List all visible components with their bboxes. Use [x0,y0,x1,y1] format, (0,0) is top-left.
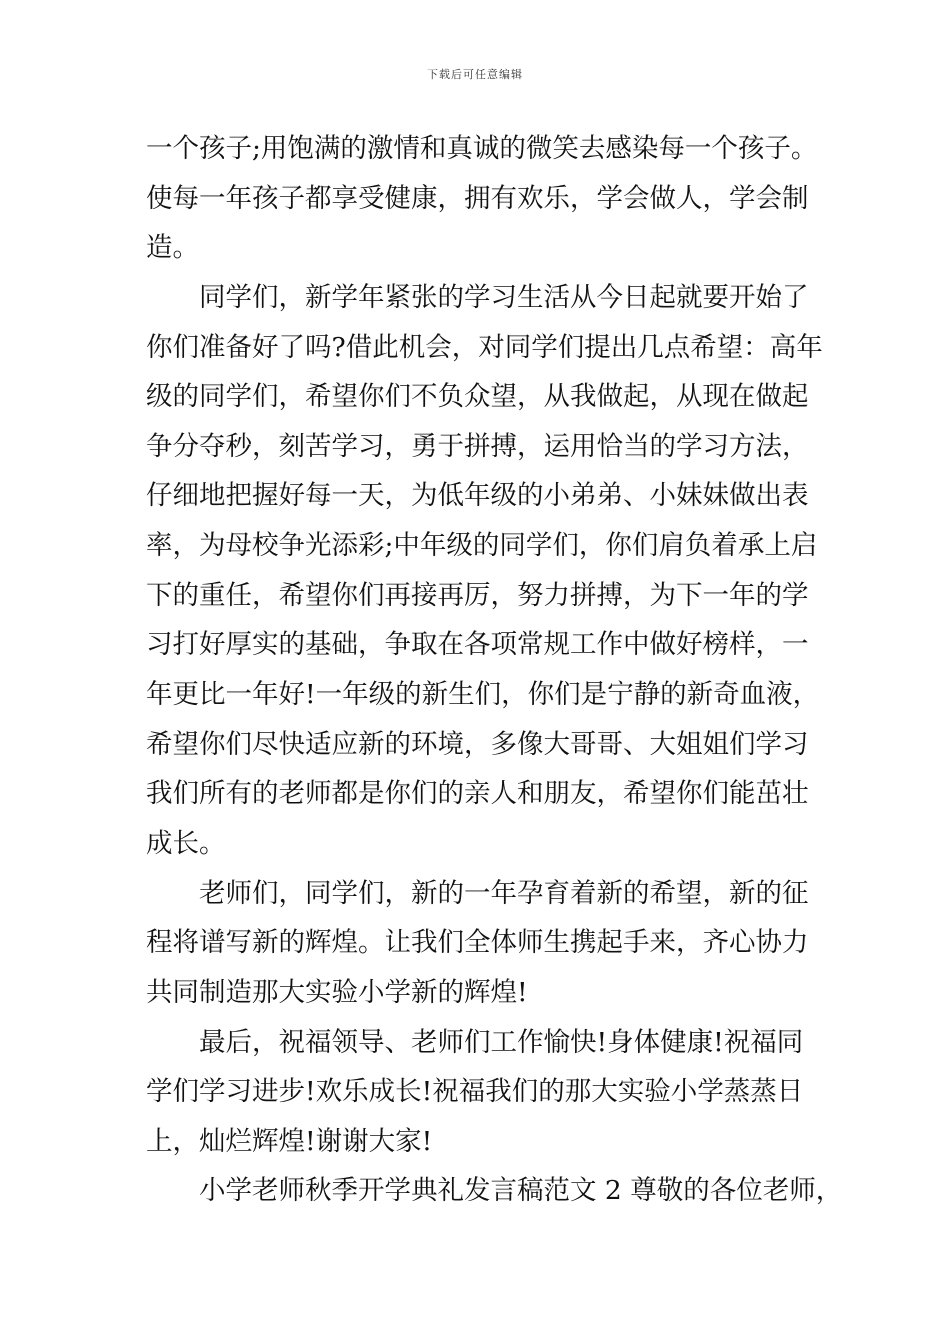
paragraph-start-line: 同学们，新学年紧张的学习生活从今日起就要开始了 [199,281,809,313]
text-line: 学们学习进步!欢乐成长!祝福我们的那大实验小学蒸蒸日 [146,1076,804,1108]
text-line: 年更比一年好!一年级的新生们，你们是宁静的新奇血液， [146,679,820,711]
text-line: 率，为母校争光添彩;中年级的同学们，你们肩负着承上启 [146,530,818,562]
text-line: 上，灿烂辉煌!谢谢大家! [146,1125,433,1157]
text-line: 我们所有的老师都是你们的亲人和朋友，希望你们能茁壮 [146,778,809,810]
text-line: 级的同学们，希望你们不负众望，从我做起，从现在做起 [146,381,809,413]
paragraph-start-line: 老师们，同学们，新的一年孕育着新的希望，新的征 [199,877,809,909]
text-line: 争分夺秒，刻苦学习，勇于拼搏，运用恰当的学习方法， [146,430,809,462]
text-line: 希望你们尽快适应新的环境，多像大哥哥、大姐姐们学习 [146,728,809,760]
text-line: 程将谱写新的辉煌。让我们全体师生携起手来，齐心协力 [146,927,809,959]
document-body [146,124,843,1216]
text-line: 下的重任，希望你们再接再厉，努力拼搏，为下一年的学 [146,579,809,611]
text-line: 造。 [146,232,199,264]
text-line: 成长。 [146,827,226,859]
text-line: 共同制造那大实验小学新的辉煌! [146,976,528,1008]
text-line: 习打好厚实的基础，争取在各项常规工作中做好榜样，一 [146,629,809,661]
text-line: 一个孩子;用饱满的激情和真诚的微笑去感染每一个孩子。 [146,133,818,164]
text-line: 使每一年孩子都享受健康，拥有欢乐，学会做人，学会制 [146,182,809,214]
text-line: 你们准备好了吗?借此机会，对同学们提出几点希望：高年 [146,331,823,363]
paragraph-start-line: 小学老师秋季开学典礼发言稿范文 2 尊敬的各位老师， [199,1175,843,1207]
text-line: 仔细地把握好每一天，为低年级的小弟弟、小妹妹做出表 [146,480,809,512]
page-header: 下载后可任意编辑 [427,68,523,81]
paragraph-start-line: 最后，祝福领导、老师们工作愉快!身体健康!祝福同 [199,1026,804,1058]
